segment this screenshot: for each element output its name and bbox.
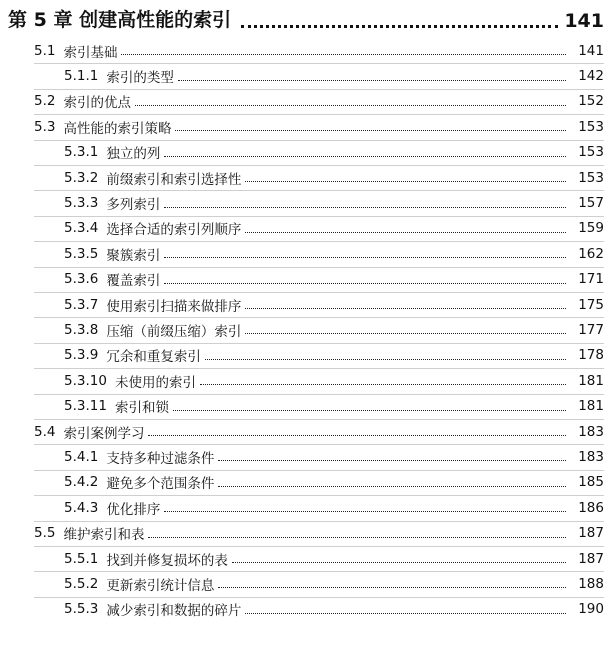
section-number: 5.3.9 — [64, 347, 99, 364]
section-title: 独立的列 — [106, 146, 161, 163]
page-number: 185 — [578, 474, 604, 491]
chapter-heading — [8, 4, 604, 32]
section-title: 前缀索引和索引选择性 — [106, 171, 242, 188]
section-number: 5.1.1 — [64, 68, 99, 85]
section-number: 5.3.10 — [64, 372, 107, 389]
section-title: 避免多个范围条件 — [106, 476, 215, 493]
section-number: 5.5.1 — [64, 550, 99, 567]
section-title: 索引基础 — [63, 44, 118, 61]
section-number: 5.5 — [34, 525, 56, 542]
section-number: 5.3 — [34, 118, 56, 135]
row-separator — [34, 89, 604, 90]
row-separator — [34, 470, 604, 471]
row-separator — [34, 419, 604, 420]
dot-leader — [173, 410, 566, 411]
toc-entry[interactable] — [0, 165, 610, 190]
section-number: 5.2 — [34, 93, 56, 110]
section-title: 选择合适的索引列顺序 — [106, 222, 242, 239]
section-title: 多列索引 — [106, 197, 161, 214]
dot-leader — [148, 435, 566, 436]
toc-entry[interactable] — [0, 89, 610, 114]
page-number: 142 — [578, 68, 604, 85]
row-separator — [34, 292, 604, 293]
page-number: 181 — [578, 398, 604, 415]
page-number: 141 — [578, 42, 604, 59]
row-separator — [34, 267, 604, 268]
row-separator — [34, 521, 604, 522]
page-number: 175 — [578, 296, 604, 313]
toc-entry[interactable] — [0, 38, 610, 63]
page-number: 153 — [578, 144, 604, 161]
toc-entry[interactable] — [0, 419, 610, 444]
toc-entry[interactable] — [0, 368, 610, 393]
page-number: 152 — [578, 93, 604, 110]
dot-leader — [218, 486, 566, 487]
section-title: 使用索引扫描来做排序 — [106, 298, 242, 315]
section-number: 5.3.6 — [64, 271, 99, 288]
page-number: 187 — [578, 525, 604, 542]
row-separator — [34, 241, 604, 242]
section-number: 5.5.3 — [64, 601, 99, 618]
section-title: 找到并修复损坏的表 — [106, 552, 228, 569]
section-number: 5.3.4 — [64, 220, 99, 237]
page-number: 181 — [578, 372, 604, 389]
dot-leader — [164, 511, 566, 512]
section-number: 5.3.11 — [64, 398, 107, 415]
section-number: 5.4.2 — [64, 474, 99, 491]
toc-entry[interactable] — [0, 520, 610, 545]
section-title: 索引的优点 — [63, 95, 131, 112]
dot-leader — [121, 54, 566, 55]
row-separator — [34, 63, 604, 64]
dot-leader — [245, 181, 566, 182]
dot-leader — [178, 80, 566, 81]
page-number: 183 — [578, 423, 604, 440]
dot-leader — [164, 207, 566, 208]
section-number: 5.4 — [34, 423, 56, 440]
row-separator — [34, 394, 604, 395]
section-number: 5.5.2 — [64, 575, 99, 592]
toc-entry[interactable] — [0, 241, 610, 266]
page-number: 178 — [578, 347, 604, 364]
dot-leader — [205, 359, 566, 360]
section-number: 5.3.8 — [64, 321, 99, 338]
row-separator — [34, 444, 604, 445]
section-title: 索引案例学习 — [63, 425, 145, 442]
toc-entry[interactable] — [0, 190, 610, 215]
row-separator — [34, 343, 604, 344]
row-separator — [34, 597, 604, 598]
chapter-page-number: 141 — [564, 10, 604, 32]
toc-entry[interactable] — [0, 114, 610, 139]
toc-entry[interactable] — [0, 216, 610, 241]
section-title: 压缩（前缀压缩）索引 — [106, 323, 242, 340]
dot-leader — [164, 283, 566, 284]
row-separator — [34, 495, 604, 496]
row-separator — [34, 571, 604, 572]
row-separator — [34, 216, 604, 217]
section-title: 减少索引和数据的碎片 — [106, 603, 242, 620]
dot-leader — [218, 587, 566, 588]
section-number: 5.3.5 — [64, 245, 99, 262]
row-separator — [34, 546, 604, 547]
toc-entry[interactable] — [0, 267, 610, 292]
dot-leader — [175, 130, 566, 131]
section-title: 维护索引和表 — [63, 527, 145, 544]
section-number: 5.3.2 — [64, 169, 99, 186]
section-title: 索引和锁 — [114, 400, 169, 417]
dot-leader — [245, 232, 566, 233]
section-title: 覆盖索引 — [106, 273, 161, 290]
toc-entry[interactable] — [0, 597, 610, 622]
chapter-leader — [241, 25, 558, 28]
page-number: 157 — [578, 195, 604, 212]
section-title: 支持多种过滤条件 — [106, 450, 215, 467]
dot-leader — [245, 308, 566, 309]
toc-entry[interactable] — [0, 140, 610, 165]
section-number: 5.3.1 — [64, 144, 99, 161]
page-number: 153 — [578, 118, 604, 135]
section-number: 5.3.7 — [64, 296, 99, 313]
page-number: 162 — [578, 245, 604, 262]
page-number: 190 — [578, 601, 604, 618]
toc-entry[interactable] — [0, 63, 610, 88]
dot-leader — [245, 613, 566, 614]
section-number: 5.3.3 — [64, 195, 99, 212]
chapter-title: 第 5 章 创建高性能的索引 — [8, 9, 232, 31]
toc-entry[interactable] — [0, 343, 610, 368]
section-number: 5.4.3 — [64, 499, 99, 516]
section-title: 冗余和重复索引 — [106, 349, 201, 366]
row-separator — [34, 368, 604, 369]
page-number: 183 — [578, 448, 604, 465]
section-number: 5.4.1 — [64, 448, 99, 465]
row-separator — [34, 165, 604, 166]
section-title: 优化排序 — [106, 501, 161, 518]
dot-leader — [148, 537, 566, 538]
dot-leader — [218, 460, 566, 461]
toc-entry[interactable] — [0, 470, 610, 495]
dot-leader — [164, 257, 566, 258]
toc-entry[interactable] — [0, 444, 610, 469]
dot-leader — [200, 384, 566, 385]
section-title: 未使用的索引 — [114, 374, 196, 391]
dot-leader — [135, 105, 566, 106]
page-number: 187 — [578, 550, 604, 567]
dot-leader — [164, 156, 566, 157]
toc-entry[interactable] — [0, 546, 610, 571]
toc-entry[interactable] — [0, 393, 610, 418]
dot-leader — [232, 562, 566, 563]
page-number: 159 — [578, 220, 604, 237]
page-number: 153 — [578, 169, 604, 186]
dot-leader — [245, 333, 566, 334]
section-number: 5.1 — [34, 42, 56, 59]
row-separator — [34, 317, 604, 318]
toc-entry[interactable] — [0, 317, 610, 342]
toc-entry[interactable] — [0, 571, 610, 596]
page-number: 177 — [578, 321, 604, 338]
toc-entry[interactable] — [0, 292, 610, 317]
section-title: 聚簇索引 — [106, 247, 161, 264]
toc-entry[interactable] — [0, 495, 610, 520]
toc-list — [0, 38, 610, 622]
section-title: 索引的类型 — [106, 70, 174, 87]
section-title: 高性能的索引策略 — [63, 120, 172, 137]
page-number: 171 — [578, 271, 604, 288]
page-number: 188 — [578, 575, 604, 592]
row-separator — [34, 140, 604, 141]
section-title: 更新索引统计信息 — [106, 577, 215, 594]
row-separator — [34, 190, 604, 191]
page-number: 186 — [578, 499, 604, 516]
row-separator — [34, 114, 604, 115]
